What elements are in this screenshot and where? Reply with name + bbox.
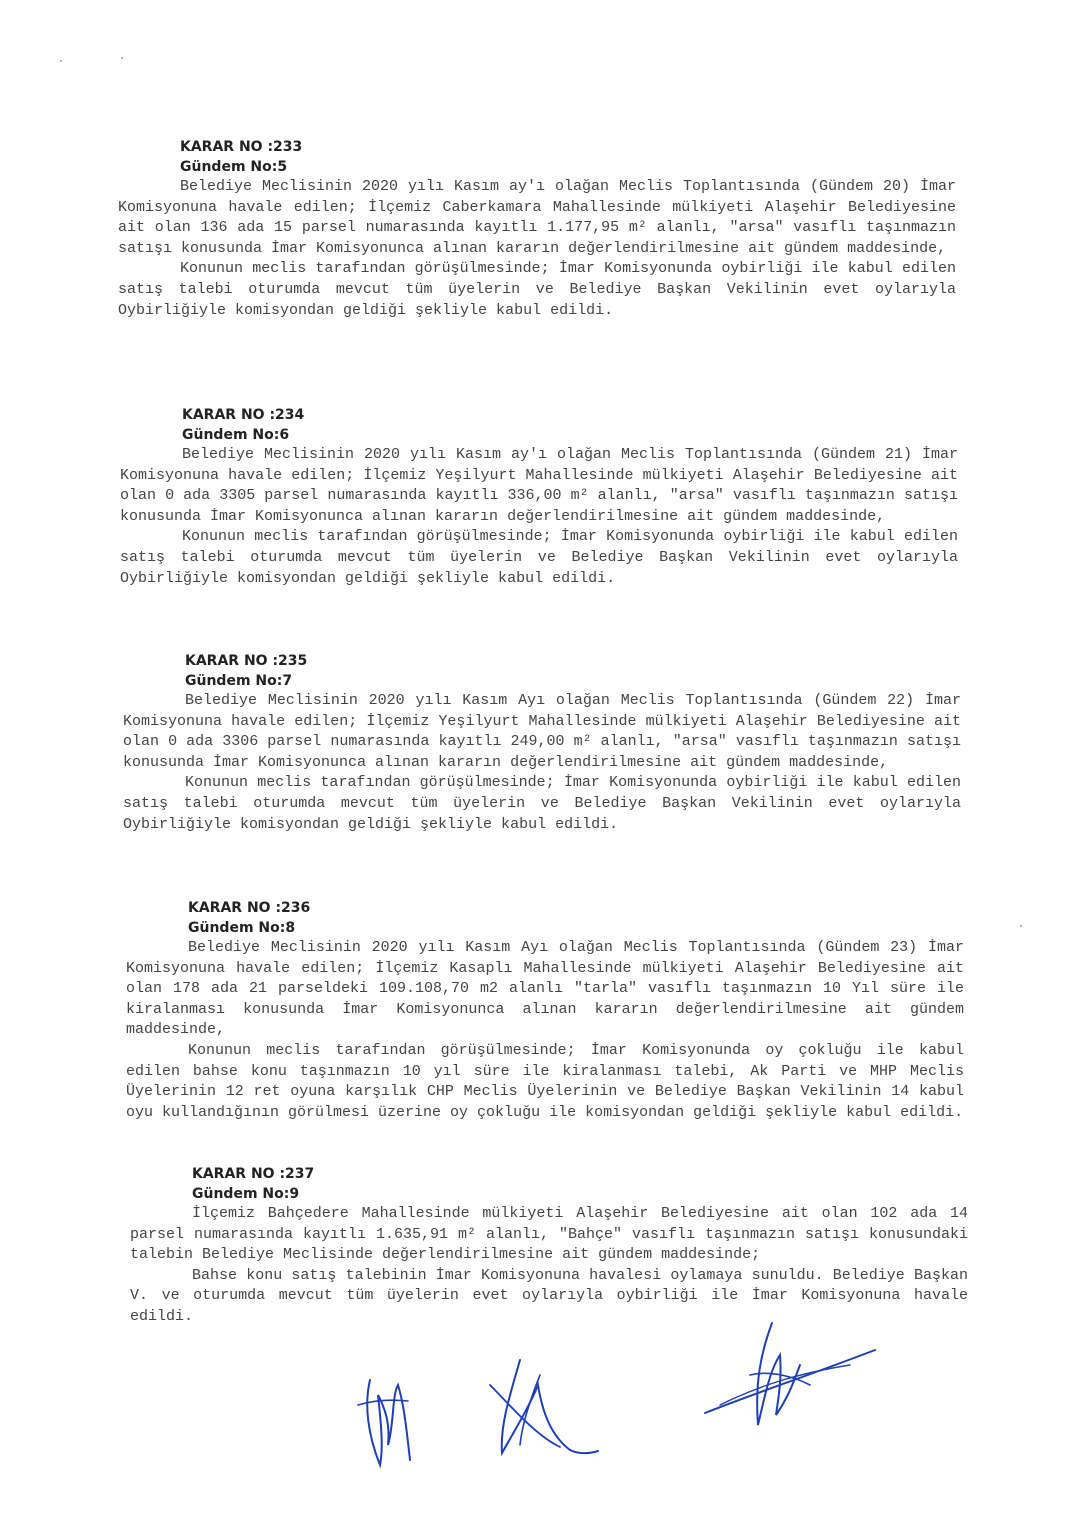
karar-number: KARAR NO :237 xyxy=(192,1166,315,1182)
karar-number: KARAR NO :233 xyxy=(180,139,303,155)
scan-speck xyxy=(1020,925,1022,927)
gundem-number: Gündem No:5 xyxy=(180,159,288,175)
karar-number: KARAR NO :236 xyxy=(188,900,311,916)
gundem-number: Gündem No:8 xyxy=(188,920,296,936)
signature-1 xyxy=(350,1365,430,1475)
decision-paragraph: Belediye Meclisinin 2020 yılı Kasım ay'ı olağan Meclis Toplantısında (Gündem 20) İmar Komisyonuna havale edilen; İlçemiz Caberkamara Mahallesinde mülkiyeti Alaşehir Belediyesine ait olan 136 ada 15 parsel numarasında kayıtlı 1.177,95 m² alanlı, "arsa" vasıflı taşınmazın satışı konusunda İmar Komisyonunca alınan kararın değerlendirilmesine ait gündem maddesinde, xyxy=(118,178,956,257)
gundem-number: Gündem No:9 xyxy=(192,1186,300,1202)
decision-paragraph: İlçemiz Bahçedere Mahallesinde mülkiyeti Alaşehir Belediyesine ait olan 102 ada 14 parsel numarasında kayıtlı 1.635,91 m² alanlı, "Bahçe" vasıflı taşınmazın satışı konusundaki talebin Belediye Meclisinde değerlendirilmesine ait gündem maddesinde; xyxy=(130,1205,968,1264)
decision-paragraph: Konunun meclis tarafından görüşülmesinde; İmar Komisyonunda oybirliği ile kabul edilen satış talebi oturumda mevcut tüm üyelerin ve Belediye Başkan Vekilinin evet oylarıyla Oybirliğiyle komisyondan geldiği şekliyle kabul edildi. xyxy=(120,528,958,587)
decision-paragraph: Belediye Meclisinin 2020 yılı Kasım Ayı olağan Meclis Toplantısında (Gündem 22) İmar Komisyonuna havale edilen; İlçemiz Yeşilyurt Mahallesinde mülkiyeti Alaşehir Belediyesine ait olan 0 ada 3306 parsel numarasında kayıtlı 249,00 m² alanlı, "arsa" vasıflı taşınmazın satışı konusunda İmar Komisyonunca alınan kararın değerlendirilmesine ait gündem maddesinde, xyxy=(123,692,961,771)
decision-paragraph: Belediye Meclisinin 2020 yılı Kasım Ayı olağan Meclis Toplantısında (Gündem 23) İmar Komisyonuna havale edilen; İlçemiz Kasaplı Mahallesinde mülkiyeti Alaşehir Belediyesine ait olan 178 ada 21 parseldeki 109.108,70 m2 alanlı "tarla" vasıflı taşınmazın 10 Yıl süre ile kiralanması konusunda İmar Komisyonunca alınan kararın değerlendirilmesine ait gündem maddesinde, xyxy=(126,939,964,1039)
decision-paragraph: Konunun meclis tarafından görüşülmesinde; İmar Komisyonunda oy çokluğu ile kabul edilen bahse konu taşınmazın 10 yıl süre ile kiralanması talebi, Ak Parti ve MHP Meclis Üyelerinin 12 ret oyuna karşılık CHP Meclis Üyelerinin ve Belediye Başkan Vekilinin 14 kabul oyu kullandığının görülmesi üzerine oy çokluğu ile komisyondan geldiği şekliyle kabul edildi. xyxy=(126,1041,964,1121)
decision-paragraph: Bahse konu satış talebinin İmar Komisyonuna havalesi oylamaya sunuldu. Belediye Başkan V. ve oturumda mevcut tüm üyelerin evet oylarıyla oybirliği ile İmar Komisyonuna havale edildi. xyxy=(130,1266,968,1325)
gundem-number: Gündem No:6 xyxy=(182,427,290,443)
scan-speck xyxy=(60,60,62,62)
signatures-area xyxy=(340,1315,900,1475)
decision-234 xyxy=(120,405,958,589)
decision-paragraph: Konunun meclis tarafından görüşülmesinde; İmar Komisyonunda oybirliği ile kabul edilen satış talebi oturumda mevcut tüm üyelerin ve Belediye Başkan Vekilinin evet oylarıyla Oybirliğiyle komisyondan geldiği şekliyle kabul edildi. xyxy=(118,260,956,319)
scan-speck xyxy=(121,57,123,59)
karar-number: KARAR NO :234 xyxy=(182,407,305,423)
signature-2 xyxy=(480,1355,600,1465)
karar-number: KARAR NO :235 xyxy=(185,653,308,669)
decision-236 xyxy=(126,898,964,1123)
decision-paragraph: Belediye Meclisinin 2020 yılı Kasım ay'ı olağan Meclis Toplantısında (Gündem 21) İmar Komisyonuna havale edilen; İlçemiz Yeşilyurt Mahallesinde mülkiyeti Alaşehir Belediyesine ait olan 0 ada 3305 parsel numarasında kayıtlı 336,00 m² alanlı, "arsa" vasıflı taşınmazın satışı konusunda İmar Komisyonunca alınan kararın değerlendirilmesine ait gündem maddesinde, xyxy=(120,446,958,525)
gundem-number: Gündem No:7 xyxy=(185,673,293,689)
decision-233 xyxy=(118,137,956,321)
decision-paragraph: Konunun meclis tarafından görüşülmesinde; İmar Komisyonunda oybirliği ile kabul edilen satış talebi oturumda mevcut tüm üyelerin ve Belediye Başkan Vekilinin evet oylarıyla Oybirliğiyle komisyondan geldiği şekliyle kabul edildi. xyxy=(123,774,961,833)
decision-235 xyxy=(123,651,961,835)
signature-3 xyxy=(700,1315,880,1435)
decision-237 xyxy=(130,1164,968,1328)
